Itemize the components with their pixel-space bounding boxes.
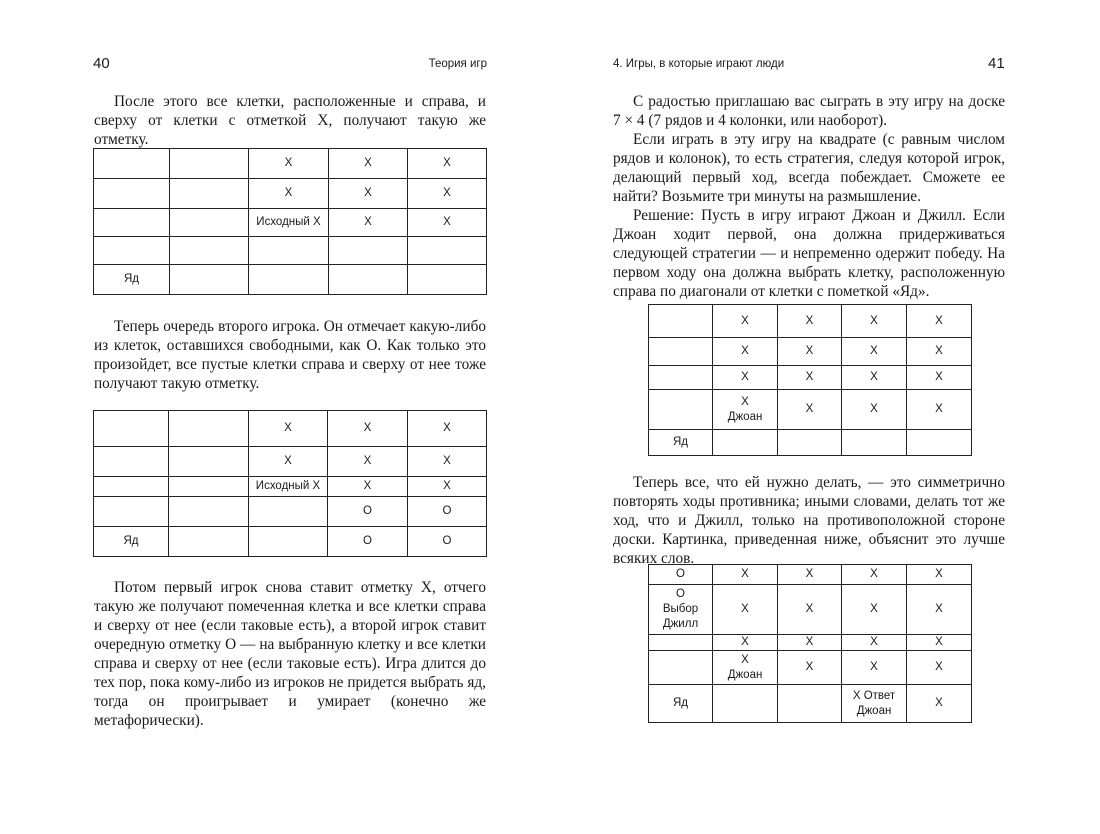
- table-row: [649, 366, 972, 390]
- table-cell: O Выбор Джилл: [649, 585, 713, 635]
- table-cell: X: [907, 338, 972, 366]
- table-cell: X: [778, 305, 842, 338]
- table-row: [94, 179, 487, 209]
- table-row: [649, 685, 972, 723]
- table-cell: [649, 635, 713, 651]
- game-board-table: [648, 564, 972, 723]
- table-cell: [94, 179, 170, 209]
- table-cell: X: [713, 366, 778, 390]
- table-cell: X: [329, 209, 408, 237]
- table-cell: [170, 237, 249, 265]
- table-cell: [169, 411, 249, 447]
- table-cell: X: [408, 149, 487, 179]
- table-row: [94, 477, 487, 497]
- page-number: 40: [93, 55, 110, 72]
- table-cell: [169, 477, 249, 497]
- table-cell: X: [408, 477, 487, 497]
- paragraph-group: [613, 92, 1005, 301]
- table-row: [94, 527, 487, 557]
- table-cell: O: [328, 497, 408, 527]
- paragraph-text: Теперь очередь второго игрока. Он отмечает какую-либо из клеток, оставшихся свободными, как O. Как только это произойдет, все пустые клетки справа и сверху от нее тоже получают такую отметку.: [94, 318, 486, 392]
- table-cell: [778, 685, 842, 723]
- table-cell: [169, 497, 249, 527]
- table-cell: [408, 237, 487, 265]
- table-row: [94, 149, 487, 179]
- table-cell: X: [408, 179, 487, 209]
- table-cell: X: [408, 411, 487, 447]
- table-cell: X: [778, 651, 842, 685]
- table-cell: [170, 149, 249, 179]
- table-cell: Яд: [94, 527, 169, 557]
- table-cell: [329, 237, 408, 265]
- table-cell: X Джоан: [713, 390, 778, 430]
- table-row: [649, 565, 972, 585]
- table-cell: Исходный X: [249, 209, 329, 237]
- right-page: [550, 0, 1100, 834]
- table-cell: [649, 651, 713, 685]
- table-cell: [94, 447, 169, 477]
- table-cell: [649, 366, 713, 390]
- table-cell: X: [328, 447, 408, 477]
- table-row: [94, 209, 487, 237]
- table-cell: [94, 497, 169, 527]
- table-cell: O: [408, 497, 487, 527]
- table-cell: [94, 149, 170, 179]
- table-cell: X Джоан: [713, 651, 778, 685]
- table-cell: [170, 265, 249, 295]
- table-cell: X Ответ Джоан: [842, 685, 907, 723]
- table-cell: X: [907, 305, 972, 338]
- table-cell: X: [842, 585, 907, 635]
- table-cell: X: [249, 179, 329, 209]
- table-cell: X: [907, 585, 972, 635]
- table-cell: [649, 390, 713, 430]
- table-cell: Яд: [649, 685, 713, 723]
- game-board-table: [93, 410, 487, 557]
- table-cell: [249, 497, 328, 527]
- table-cell: X: [328, 477, 408, 497]
- game-board-table: [93, 148, 487, 295]
- paragraph-text: Решение: Пусть в игру играют Джоан и Джилл. Если Джоан ходит первой, она должна придерживаться следующей стратегии — и непременно одержит победу. На первом ходу она должна выбрать клетку, расположенную справа по диагонали от клетки с пометкой «Яд».: [613, 207, 1005, 300]
- table-cell: X: [842, 338, 907, 366]
- table-cell: X: [842, 565, 907, 585]
- table-cell: X: [842, 366, 907, 390]
- table-row: [94, 411, 487, 447]
- table-cell: O: [649, 565, 713, 585]
- table-row: [649, 430, 972, 456]
- table-cell: [249, 527, 328, 557]
- table-cell: [169, 527, 249, 557]
- paragraph-text: Если играть в эту игру на квадрате (с равным числом рядов и колонок), то есть стратегия, следуя которой игрок, делающий первый ход, всегда побеждает. Сможете ее найти? Возьмите три минуты на размышление.: [613, 131, 1005, 205]
- table-row: [94, 497, 487, 527]
- paragraph: [94, 578, 486, 730]
- table-cell: X: [249, 411, 328, 447]
- table-cell: X: [713, 338, 778, 366]
- table-cell: X: [249, 149, 329, 179]
- table-cell: [649, 305, 713, 338]
- table-cell: [329, 265, 408, 295]
- paragraph-text: С радостью приглашаю вас сыграть в эту игру на доске 7 × 4 (7 рядов и 4 колонки, или наоборот).: [613, 93, 1005, 129]
- table-cell: [649, 338, 713, 366]
- table-cell: X: [907, 390, 972, 430]
- table-row: [94, 447, 487, 477]
- table-cell: X: [778, 565, 842, 585]
- table-cell: X: [329, 179, 408, 209]
- table-row: [649, 338, 972, 366]
- table-cell: X: [842, 390, 907, 430]
- table-cell: X: [778, 366, 842, 390]
- paragraph-text: После этого все клетки, расположенные и справа, и сверху от клетки с отметкой X, получают такую же отметку.: [94, 93, 486, 148]
- paragraph: [94, 317, 486, 393]
- table-cell: X: [778, 390, 842, 430]
- table-cell: X: [713, 635, 778, 651]
- table-cell: X: [408, 447, 487, 477]
- table-cell: [169, 447, 249, 477]
- paragraph: [94, 92, 486, 149]
- table-cell: X: [329, 149, 408, 179]
- running-head: Теория игр: [428, 58, 487, 70]
- table-cell: X: [778, 585, 842, 635]
- table-cell: [170, 179, 249, 209]
- table-cell: X: [907, 565, 972, 585]
- table-cell: X: [907, 366, 972, 390]
- table-cell: X: [713, 305, 778, 338]
- table-row: [649, 635, 972, 651]
- table-cell: X: [408, 209, 487, 237]
- table-row: [94, 237, 487, 265]
- table-cell: [713, 685, 778, 723]
- table-cell: [94, 477, 169, 497]
- paragraph-text: Потом первый игрок снова ставит отметку X, отчего такую же получают помеченная клетка и все клетки справа и сверху от нее (если таковые есть), а второй игрок ставит очередную отметку O — на выбранную клетку и все клетки справа и сверху от нее (если таковые есть). Игра длится до тех пор, пока кому-либо из игроков не придется выбрать яд, тогда он проигрывает и умирает (конечно же метафорически).: [94, 579, 486, 729]
- table-cell: X: [842, 635, 907, 651]
- table-row: [649, 305, 972, 338]
- paragraph: [613, 473, 1005, 568]
- table-cell: [170, 209, 249, 237]
- table-cell: X: [713, 565, 778, 585]
- running-head: 4. Игры, в которые играют люди: [613, 58, 785, 70]
- table-row: [649, 390, 972, 430]
- table-cell: [713, 430, 778, 456]
- table-cell: X: [713, 585, 778, 635]
- table-cell: X: [842, 651, 907, 685]
- table-cell: X: [778, 338, 842, 366]
- page-number: 41: [988, 55, 1005, 72]
- paragraph-text: Теперь все, что ей нужно делать, — это симметрично повторять ходы противника; иными словами, делать тот же ход, что и Джилл, только на противоположной стороне доски. Картинка, приведенная ниже, объяснит это лучше всяких слов.: [613, 474, 1005, 567]
- table-cell: X: [249, 447, 328, 477]
- table-cell: [94, 209, 170, 237]
- table-cell: [94, 237, 170, 265]
- table-cell: O: [328, 527, 408, 557]
- table-cell: Исходный X: [249, 477, 328, 497]
- table-row: [649, 585, 972, 635]
- table-cell: [842, 430, 907, 456]
- table-cell: [249, 265, 329, 295]
- table-cell: X: [778, 635, 842, 651]
- table-cell: [778, 430, 842, 456]
- table-cell: O: [408, 527, 487, 557]
- table-cell: [94, 411, 169, 447]
- table-cell: [249, 237, 329, 265]
- table-cell: X: [907, 685, 972, 723]
- table-cell: [408, 265, 487, 295]
- table-cell: X: [328, 411, 408, 447]
- table-cell: X: [907, 635, 972, 651]
- game-board-table: [648, 304, 972, 456]
- table-cell: Яд: [649, 430, 713, 456]
- table-cell: X: [842, 305, 907, 338]
- table-row: [649, 651, 972, 685]
- table-row: [94, 265, 487, 295]
- table-cell: X: [907, 651, 972, 685]
- table-cell: [907, 430, 972, 456]
- table-cell: Яд: [94, 265, 170, 295]
